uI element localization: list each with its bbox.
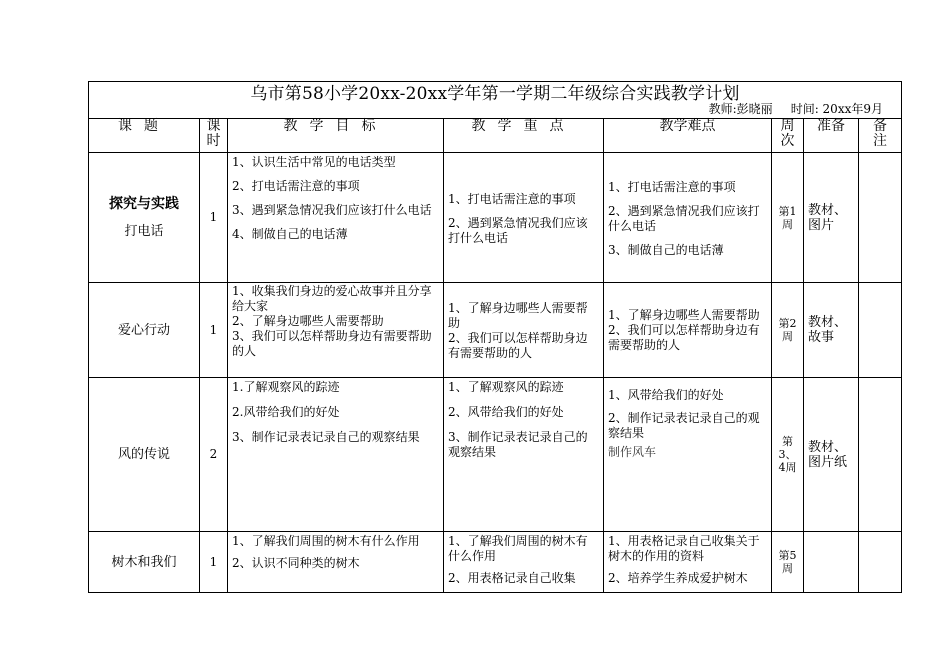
goals-cell: [228, 378, 444, 532]
header-topic: 课题: [89, 119, 200, 153]
goals-cell: [228, 153, 444, 283]
goal-item: 4、制做自己的电话薄: [232, 227, 348, 241]
table-row: [89, 378, 902, 532]
week-cell: 第3、4周: [772, 378, 804, 532]
hours-cell: 2: [200, 378, 228, 532]
notes-cell: [859, 283, 902, 378]
focus-item: 2、用表格记录自己收集: [448, 571, 576, 585]
notes-cell: [859, 378, 902, 532]
week-cell: 第2周: [772, 283, 804, 378]
focus-cell: [444, 532, 604, 593]
difficulty-item: 1、风带给我们的好处: [608, 388, 724, 402]
week-cell: 第1周: [772, 153, 804, 283]
difficulty-cell: [604, 378, 772, 532]
week-cell: 第5周: [772, 532, 804, 593]
goal-item: 2、了解身边哪些人需要帮助: [232, 314, 384, 328]
focus-cell: [444, 378, 604, 532]
document-title: 乌市第58小学20xx-20xx学年第一学期二年级综合实践教学计划: [250, 84, 740, 104]
goal-item: 1、认识生活中常见的电话类型: [232, 155, 396, 169]
goal-item: 2、认识不同种类的树木: [232, 556, 360, 570]
header-hours: 课时: [200, 119, 228, 153]
notes-cell: [859, 532, 902, 593]
prep-cell: [804, 532, 859, 593]
focus-item: 2、遇到紧急情况我们应该打什么电话: [448, 215, 588, 245]
prep-cell: 教材、图片纸: [804, 378, 859, 532]
document-meta: [709, 102, 883, 116]
difficulty-item: 1、用表格记录自己收集关于树木的作用的资料: [608, 534, 760, 563]
topic-sub: 风的传说: [117, 447, 170, 462]
topic-main: 探究与实践: [109, 195, 179, 212]
topic-cell: [89, 378, 200, 532]
prep-cell: 教材、图片: [804, 153, 859, 283]
focus-item: 3、制作记录表记录自己的观察结果: [448, 430, 588, 459]
goals-cell: [228, 283, 444, 378]
focus-cell: [444, 153, 604, 283]
focus-item: 2、风带给我们的好处: [448, 405, 564, 419]
difficulty-item: 2、培养学生养成爱护树木: [608, 571, 748, 585]
difficulty-item: 3、制做自己的电话薄: [608, 242, 724, 257]
notes-cell: [859, 153, 902, 283]
focus-item: 1、打电话需注意的事项: [448, 191, 576, 206]
focus-item: 1、了解身边哪些人需要帮助: [448, 300, 588, 330]
difficulty-item: 2、遇到紧急情况我们应该打什么电话: [608, 203, 760, 233]
header-week: 周次: [772, 119, 804, 153]
difficulty-item: 2、我们可以怎样帮助身边有需要帮助的人: [608, 323, 760, 352]
difficulty-cell: [604, 532, 772, 593]
title-cell: [89, 82, 902, 119]
topic-sub: 爱心行动: [117, 322, 170, 338]
hours-cell: 1: [200, 153, 228, 283]
goal-item: 2、打电话需注意的事项: [232, 179, 360, 193]
goal-item: 1.了解观察风的踪迹: [232, 380, 340, 394]
header-notes: 备注: [859, 119, 902, 153]
difficulty-cell: [604, 283, 772, 378]
time-label: 时间: 20xx年9月: [790, 102, 883, 116]
difficulty-cell: [604, 153, 772, 283]
goals-cell: [228, 532, 444, 593]
difficulty-item: 1、打电话需注意的事项: [608, 179, 736, 194]
prep-cell: 教材、故事: [804, 283, 859, 378]
topic-sub: 打电话: [124, 223, 164, 239]
teacher-label: 教师:彭晓丽: [708, 102, 773, 116]
header-row: [89, 119, 902, 153]
difficulty-item: 2、制作记录表记录自己的观察结果: [608, 411, 760, 440]
focus-cell: [444, 283, 604, 378]
goal-item: 1、收集我们身边的爱心故事并且分享给大家: [232, 284, 432, 313]
topic-cell: [89, 532, 200, 593]
header-goals: 教学目标: [228, 119, 444, 153]
topic-cell: [89, 153, 200, 283]
goal-item: 2.风带给我们的好处: [232, 405, 340, 419]
table-row: [89, 283, 902, 378]
difficulty-item: 制作风车: [608, 445, 657, 459]
goal-item: 1、了解我们周围的树木有什么作用: [232, 534, 420, 548]
hours-cell: 1: [200, 532, 228, 593]
goal-item: 3、制作记录表记录自己的观察结果: [232, 430, 420, 444]
focus-item: 2、我们可以怎样帮助身边有需要帮助的人: [448, 330, 588, 360]
header-focus: 教学重点: [444, 119, 604, 153]
header-prep: 准备: [804, 119, 859, 153]
topic-cell: [89, 283, 200, 378]
header-difficulty: 教学难点: [604, 119, 772, 153]
table-row: [89, 532, 902, 593]
teaching-plan-table: [88, 81, 902, 593]
topic-sub: 树木和我们: [111, 554, 177, 570]
hours-cell: 1: [200, 283, 228, 378]
goal-item: 3、遇到紧急情况我们应该打什么电话: [232, 203, 432, 217]
teaching-plan-sheet: [88, 81, 901, 593]
table-row: [89, 153, 902, 283]
focus-item: 1、了解我们周围的树木有什么作用: [448, 534, 588, 563]
goal-item: 3、我们可以怎样帮助身边有需要帮助的人: [232, 329, 432, 358]
difficulty-item: 1、了解身边哪些人需要帮助: [608, 308, 760, 322]
focus-item: 1、了解观察风的踪迹: [448, 380, 564, 394]
